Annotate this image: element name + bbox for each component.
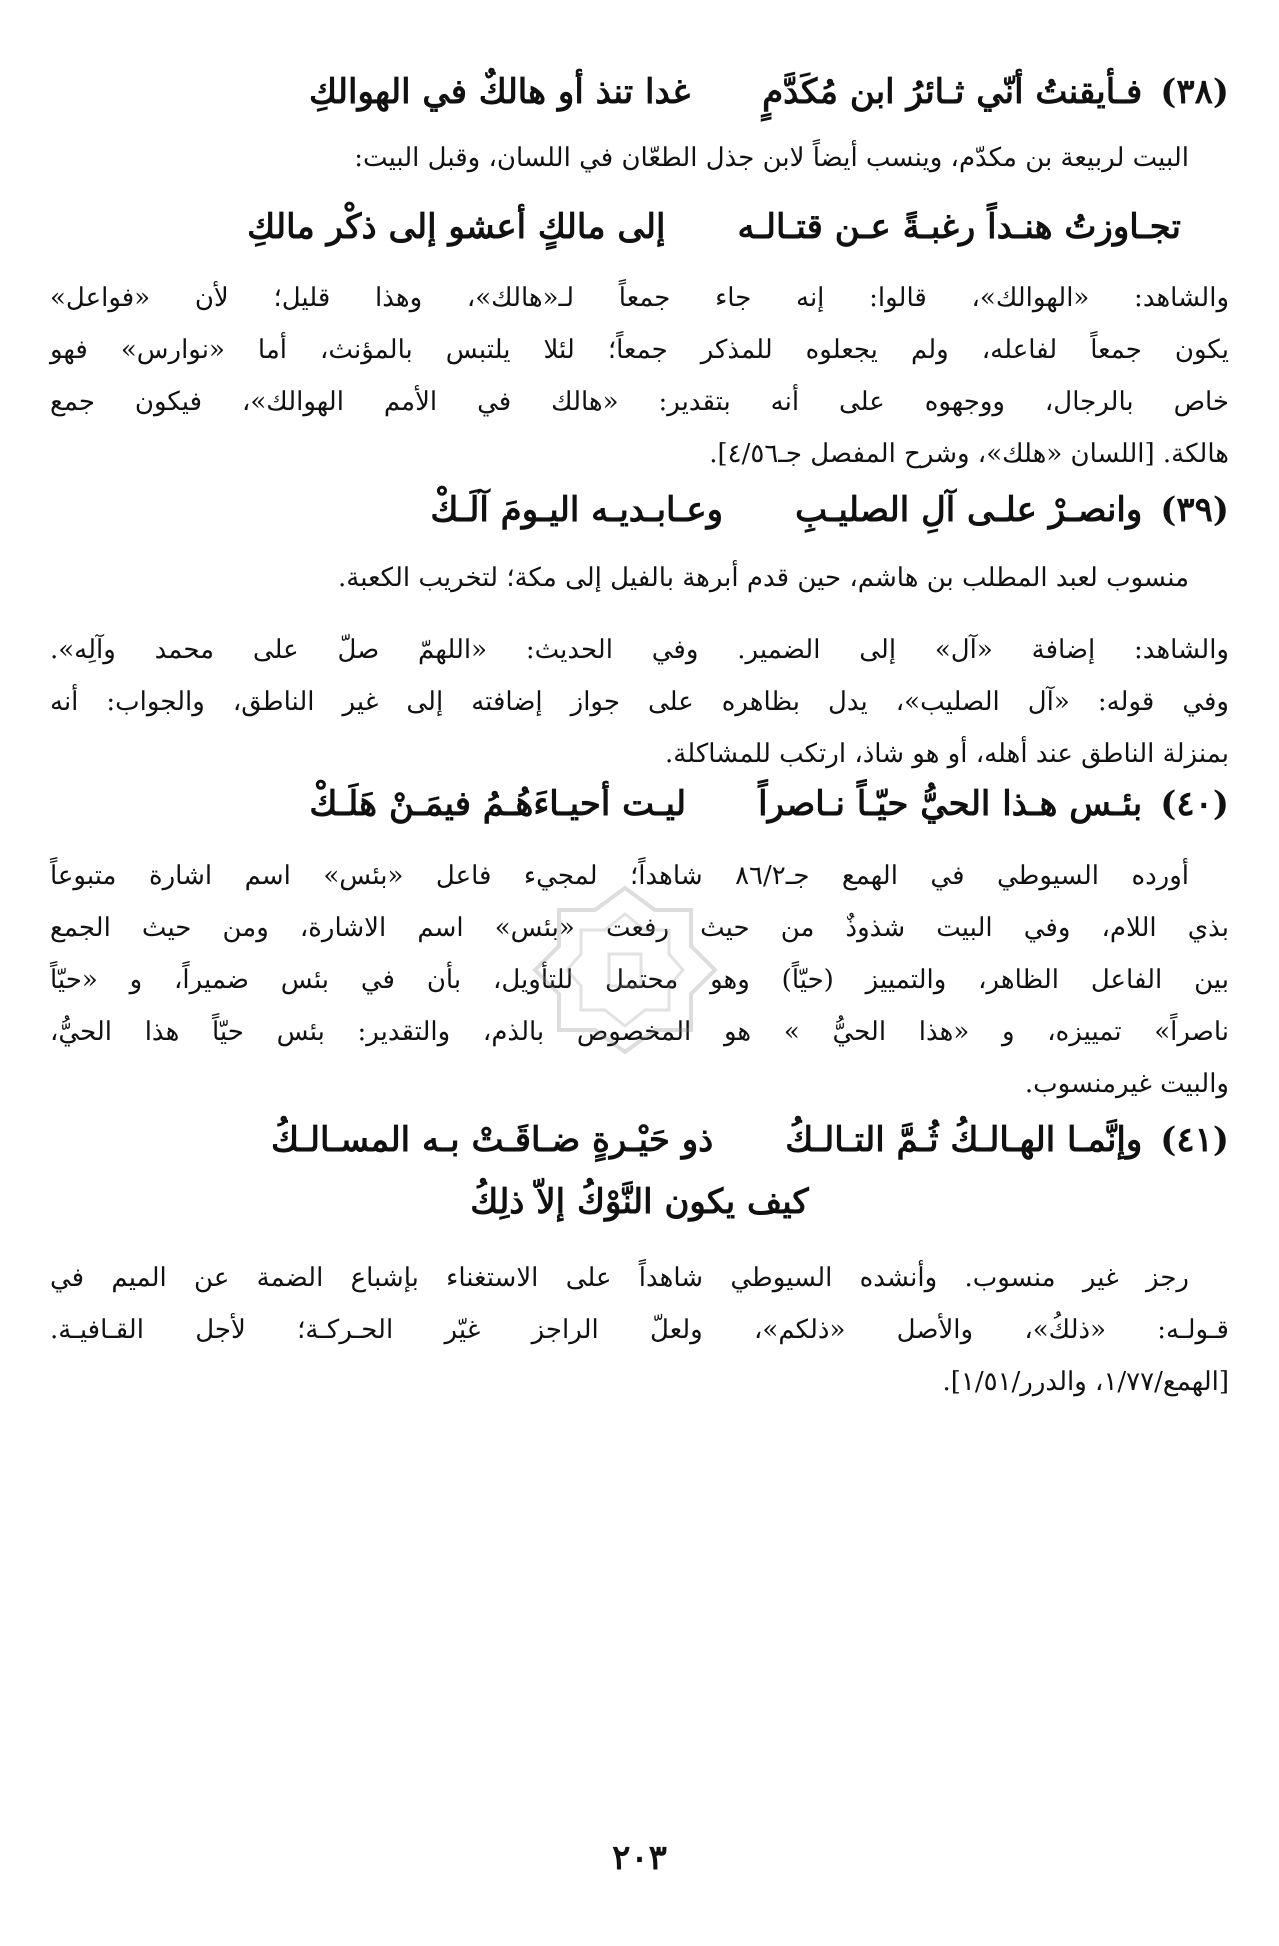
commentary-line: [الهمع/١/٧٧، والدرر/١/٥١].	[942, 1367, 1229, 1397]
commentary-38	[50, 132, 1229, 184]
shahid-line: بمنزلة الناطق عند أهله، أو هو شاذ، ارتكب للمشاكلة.	[665, 739, 1229, 769]
shahid-line: وفي قوله: «آل الصليب»، يدل بظاهره على جواز إضافته إلى غير الناطق، والجواب: أنه	[50, 687, 1229, 717]
shahid-line: هالكة. [اللسان «هلك»، وشرح المفصل جـ٤/٥٦].	[709, 439, 1229, 469]
commentary-line: أورده السيوطي في الهمع جـ٨٦/٢ شاهداً؛ لمجيء فاعل «بئس» اسم اشارة متبوعاً	[50, 861, 1189, 891]
verse-number: (٣٩)	[1160, 490, 1229, 530]
watermark-emblem	[505, 880, 745, 1060]
commentary-line: رجز غير منسوب. وأنشده السيوطي شاهداً على الاستغناء بإشباع الضمة عن الميم في	[50, 1263, 1189, 1293]
commentary-line: ناصراً» تمييزه، و «هذا الحيُّ » هو المخصوص بالذم، والتقدير: بئس حيّاً هذا الحيُّ،	[50, 1017, 1229, 1047]
shahid-line: خاص بالرجال، ووجهوه على أنه بتقدير: «هالك في الأمم الهوالك»، فيكون جمع	[50, 387, 1229, 417]
shahid-line: والشاهد: «الهوالك»، قالوا: إنه جاء جمعاً لـ«هالك»، وهذا قليل؛ لأن «فواعل»	[50, 283, 1229, 313]
verse-first-hemistich: وإنَّمـا الهـالـكُ ثُـمَّ التـالـكُ	[785, 1120, 1143, 1160]
commentary-line: قـولـه: «ذلكُ»، والأصل «ذلكم»، ولعلّ الراجز غيّر الحـركـة؛ لأجل القـافيـة.	[50, 1315, 1229, 1345]
verse-number: (٤٠)	[1160, 784, 1229, 824]
verse-number: (٤١)	[1160, 1120, 1229, 1160]
shahid-38	[50, 272, 1229, 480]
verse-second-hemistich: غدا تنذ أو هالكٌ في الهوالكِ	[309, 72, 691, 112]
preceding-verse-38	[2, 205, 1229, 249]
verse-second-hemistich: ليـت أحيـاءَهُـمُ فيمَـنْ هَلَـكْ	[309, 784, 687, 824]
commentary-line: بين الفاعل الظاهر، والتمييز (حيّاً) وهو محتمل للتأويل، بأن في بئس ضميراً، و «حيّاً	[50, 965, 1229, 995]
commentary-39	[50, 552, 1229, 604]
commentary-41	[50, 1252, 1229, 1408]
verse-41	[50, 1118, 1229, 1162]
verse-second-hemistich: وعـابـديـه اليـومَ آلَـكْ	[430, 490, 724, 530]
commentary-line: البيت لربيعة بن مكدّم، وينسب أيضاً لابن جذل الطعّان في اللسان، وقبل البيت:	[354, 143, 1189, 173]
shahid-39	[50, 624, 1229, 780]
verse-first-hemistich: فـأيقنتُ أنّي ثـائرُ ابن مُكَدَّمٍ	[762, 72, 1143, 112]
verse-line: كيف يكون النَّوْكُ إلاّ ذلِكُ	[470, 1182, 809, 1222]
page-number: ٢٠٣	[612, 1838, 667, 1878]
verse-second-hemistich: ذو حَيْـرةٍ ضـاقَـتْ بـه المسـالـكُ	[271, 1120, 714, 1160]
verse-39	[50, 488, 1229, 532]
verse-number: (٣٨)	[1160, 72, 1229, 112]
commentary-line: والبيت غيرمنسوب.	[1024, 1069, 1229, 1099]
commentary-line: بذي اللام، وفي البيت شذوذٌ من حيث رفعت «بئس» اسم الاشارة، ومن حيث الجمع	[50, 913, 1229, 943]
verse-41-continuation	[50, 1180, 1229, 1224]
verse-first-hemistich: تجـاوزتُ هنـداً رغبـةً عـن قتـالـه	[737, 207, 1181, 247]
shahid-line: والشاهد: إضافة «آل» إلى الضمير. وفي الحديث: «اللهمّ صلّ على محمد وآلِه».	[50, 635, 1229, 665]
verse-first-hemistich: بئـس هـذا الحيُّ حيّـاً نـاصراً	[758, 784, 1143, 824]
verse-40	[50, 782, 1229, 826]
verse-second-hemistich: إلى مالكٍ أعشو إلى ذكْر مالكِ	[247, 207, 666, 247]
shahid-line: يكون جمعاً لفاعله، ولم يجعلوه للمذكر جمعاً؛ لئلا يلتبس بالمؤنث، أما «نوارس» فهو	[50, 335, 1229, 365]
commentary-line: منسوب لعبد المطلب بن هاشم، حين قدم أبرهة بالفيل إلى مكة؛ لتخريب الكعبة.	[338, 563, 1189, 593]
verse-first-hemistich: وانصـرْ علـى آلِ الصليـبِ	[795, 490, 1143, 530]
verse-38	[50, 70, 1229, 114]
